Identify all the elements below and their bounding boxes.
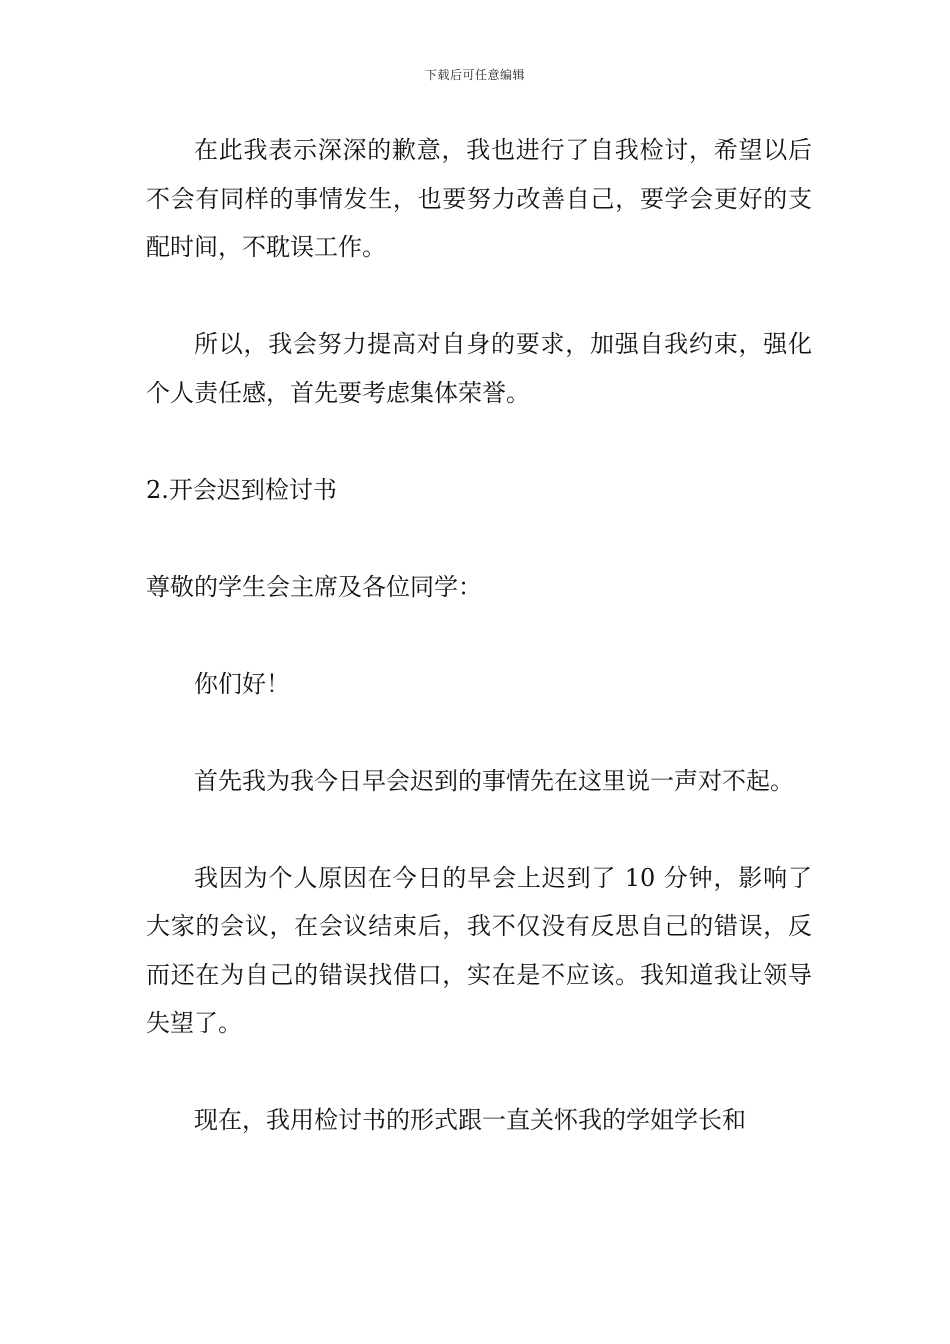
- salutation: 尊敬的学生会主席及各位同学：: [146, 572, 482, 601]
- paragraph-late-reason: 我因为个人原因在今日的早会上迟到了 10 分钟，影响了大家的会议，在会议结束后，我不仅没有反思自己的错误，反而还在为自己的错误找借口，实在是不应该。我知道我让领导失望了。: [146, 863, 812, 1037]
- section-title: 2.开会迟到检讨书: [146, 475, 337, 504]
- paragraph-sorry: 首先我为我今日早会迟到的事情先在这里说一声对不起。: [194, 766, 794, 795]
- paragraph-continuation: 现在，我用检讨书的形式跟一直关怀我的学姐学长和: [194, 1106, 746, 1134]
- paragraph-apology: 在此我表示深深的歉意，我也进行了自我检讨，希望以后不会有同样的事情发生，也要努力改善自己，要学会更好的支配时间，不耽误工作。: [146, 136, 812, 261]
- document-body: [146, 126, 812, 1145]
- greeting: 你们好！: [194, 669, 290, 698]
- header-note: 下载后可任意编辑: [424, 68, 525, 82]
- paragraph-commitment: 所以，我会努力提高对自身的要求，加强自我约束，强化个人责任感，首先要考虑集体荣誉。: [146, 330, 812, 407]
